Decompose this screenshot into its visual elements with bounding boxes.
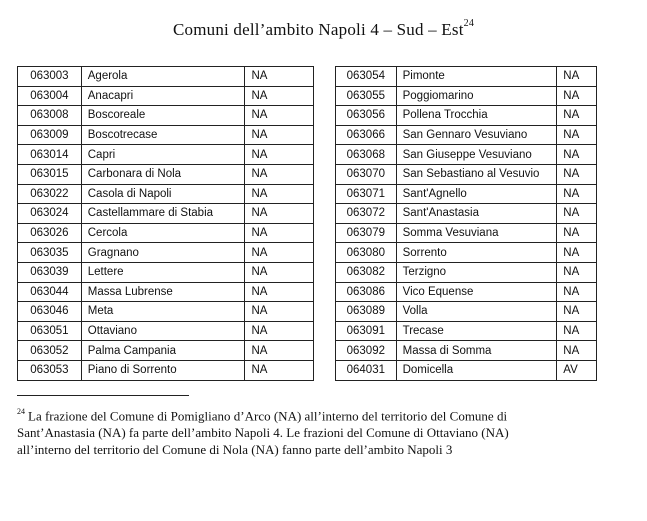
province-code: NA [245,243,314,263]
table-row [336,164,597,184]
province-code: NA [557,243,597,263]
table-row [336,106,597,126]
footnote-line: $^{24}$ La frazione del Comune di Pomigliano d’Arco (NA) all’interno del territorio del Comune di [17,407,508,424]
province-code: NA [245,223,314,243]
province-code: NA [245,262,314,282]
municipality-name: San Sebastiano al Vesuvio [396,164,557,184]
province-code: NA [245,67,314,87]
province-code: NA [557,204,597,224]
municipality-name: Cercola [81,223,245,243]
footnote [17,404,617,458]
table-row [336,302,597,322]
municipality-code: 063046 [18,302,82,322]
municipalities-table-right [335,66,597,381]
table-row [18,106,314,126]
municipality-code: 063080 [336,243,397,263]
table-row [336,282,597,302]
footnote-ref: 24 [463,18,475,30]
table-row [336,243,597,263]
province-code: NA [557,164,597,184]
table-row [336,86,597,106]
municipality-code: 063015 [18,164,82,184]
table-row [336,204,597,224]
municipality-name: Somma Vesuviana [396,223,557,243]
province-code: NA [557,282,597,302]
municipality-code: 063054 [336,67,397,87]
table-row [18,321,314,341]
municipality-name: Boscotrecase [81,125,245,145]
municipality-name: Carbonara di Nola [81,164,245,184]
municipality-name: Meta [81,302,245,322]
municipality-code: 063070 [336,164,397,184]
municipality-name: Pimonte [396,67,557,87]
province-code: NA [245,341,314,361]
municipality-name: Agerola [81,67,245,87]
municipality-code: 063022 [18,184,82,204]
municipality-code: 063039 [18,262,82,282]
province-code: NA [557,341,597,361]
municipality-name: Palma Campania [81,341,245,361]
province-code: NA [557,67,597,87]
table-row [18,243,314,263]
municipality-code: 063051 [18,321,82,341]
municipality-code: 063082 [336,262,397,282]
municipality-code: 063072 [336,204,397,224]
municipality-code: 063056 [336,106,397,126]
municipality-name: Massa Lubrense [81,282,245,302]
province-code: NA [557,262,597,282]
title-text: Comuni dell’ambito Napoli 4 – Sud – Est [172,20,464,39]
province-code: NA [245,204,314,224]
municipality-name: Trecase [396,321,557,341]
province-code: NA [245,360,314,380]
municipality-code: 063052 [18,341,82,361]
municipality-code: 063055 [336,86,397,106]
municipality-code: 063024 [18,204,82,224]
municipality-code: 063091 [336,321,397,341]
province-code: NA [557,223,597,243]
municipality-name: Castellammare di Stabia [81,204,245,224]
municipality-name: Terzigno [396,262,557,282]
municipality-code: 064031 [336,360,397,380]
municipality-name: Gragnano [81,243,245,263]
table-row [336,125,597,145]
municipality-code: 063092 [336,341,397,361]
province-code: NA [245,125,314,145]
municipality-name: Anacapri [81,86,245,106]
province-code: NA [245,86,314,106]
table-row [18,223,314,243]
table-row [18,204,314,224]
table-row [18,341,314,361]
province-code: NA [245,282,314,302]
province-code: NA [557,184,597,204]
municipality-name: Piano di Sorrento [81,360,245,380]
page-title [0,20,647,40]
province-code: NA [557,321,597,341]
municipality-name: Volla [396,302,557,322]
municipality-name: Sant'Anastasia [396,204,557,224]
municipality-code: 063004 [18,86,82,106]
table-row [18,184,314,204]
table-row [18,164,314,184]
municipality-name: Casola di Napoli [81,184,245,204]
table-row [336,67,597,87]
table-row [336,360,597,380]
municipality-name: Poggiomarino [396,86,557,106]
province-code: NA [557,145,597,165]
table-row [18,86,314,106]
table-row [336,321,597,341]
province-code: AV [557,360,597,380]
footnote-number: 24 [17,407,25,416]
municipality-name: Capri [81,145,245,165]
municipality-name: Pollena Trocchia [396,106,557,126]
table-row [336,145,597,165]
province-code: NA [557,125,597,145]
municipality-name: Lettere [81,262,245,282]
province-code: NA [245,145,314,165]
municipality-code: 063014 [18,145,82,165]
table-row [18,360,314,380]
municipality-name: Sant'Agnello [396,184,557,204]
municipality-name: San Gennaro Vesuviano [396,125,557,145]
municipality-code: 063089 [336,302,397,322]
table-row [336,223,597,243]
municipality-code: 063035 [18,243,82,263]
municipality-code: 063068 [336,145,397,165]
municipality-name: Domicella [396,360,557,380]
footnote-line: all’interno del territorio del Comune di Nola (NA) fanno parte dell’ambito Napoli 3 [17,442,453,458]
table-row [18,145,314,165]
footnote-separator [17,395,189,396]
municipality-code: 063053 [18,360,82,380]
municipality-code: 063066 [336,125,397,145]
municipality-name: Vico Equense [396,282,557,302]
municipality-name: Boscoreale [81,106,245,126]
municipality-code: 063086 [336,282,397,302]
table-row [336,341,597,361]
table-row [18,262,314,282]
province-code: NA [557,86,597,106]
table-row [18,125,314,145]
municipality-code: 063009 [18,125,82,145]
municipality-name: San Giuseppe Vesuviano [396,145,557,165]
municipalities-table-left [17,66,314,381]
municipality-name: Massa di Somma [396,341,557,361]
municipality-code: 063079 [336,223,397,243]
province-code: NA [245,302,314,322]
municipality-code: 063044 [18,282,82,302]
province-code: NA [245,106,314,126]
province-code: NA [245,321,314,341]
footnote-line: Sant’Anastasia (NA) fa parte dell’ambito Napoli 4. Le frazioni del Comune di Ottaviano (NA) [17,425,509,441]
table-row [336,184,597,204]
province-code: NA [245,164,314,184]
table-row [18,67,314,87]
municipality-code: 063008 [18,106,82,126]
province-code: NA [245,184,314,204]
table-row [18,282,314,302]
table-row [18,302,314,322]
province-code: NA [557,302,597,322]
municipality-code: 063026 [18,223,82,243]
municipality-code: 063071 [336,184,397,204]
municipality-name: Sorrento [396,243,557,263]
municipality-code: 063003 [18,67,82,87]
province-code: NA [557,106,597,126]
municipality-name: Ottaviano [81,321,245,341]
table-row [336,262,597,282]
